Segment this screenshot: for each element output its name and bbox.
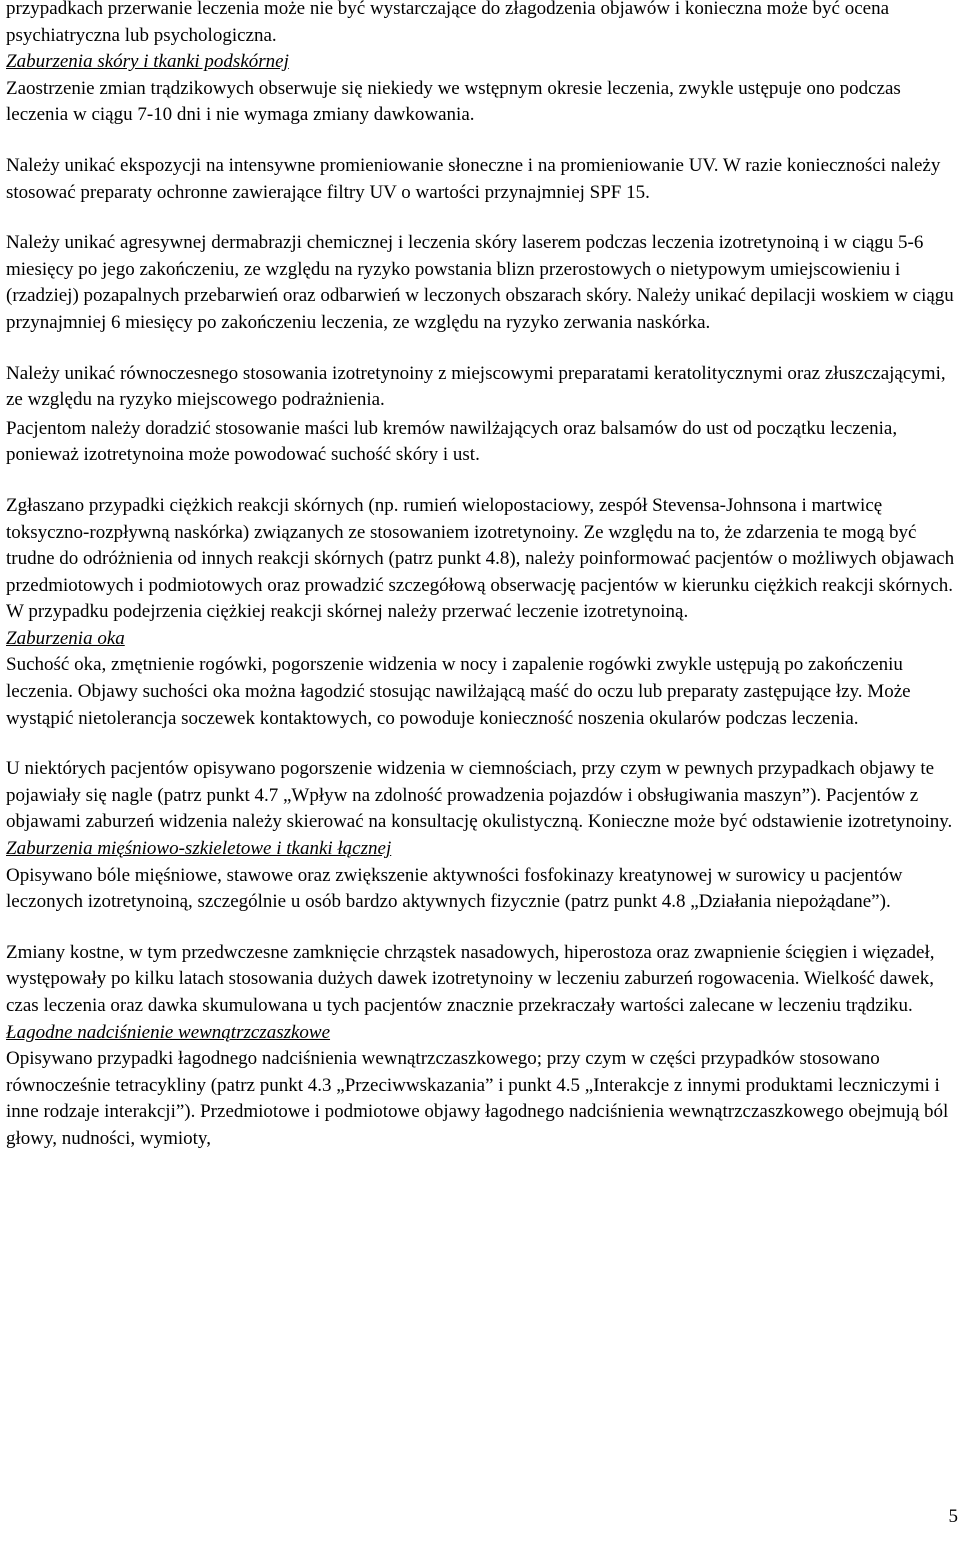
page-number: 5: [948, 1506, 958, 1527]
paragraph-keratolytics: Należy unikać równoczesnego stosowania izotretynoiny z miejscowymi preparatami keratolitycznymi oraz złuszczającymi, ze względu na ryzyko miejscowego podrażnienia.: [6, 362, 946, 411]
paragraph-acne-flare: Zaostrzenie zmian trądzikowych obserwuje się niekiedy we wstępnym okresie leczenia, zwykle ustępuje ono podczas leczenia w ciągu 7-10 dni i nie wymaga zmiany dawkowania.: [6, 77, 901, 126]
section-heading-eye: Zaburzenia oka: [6, 627, 125, 649]
document-page: [6, 0, 956, 1153]
paragraph-severe-skin-reactions: Zgłaszano przypadki ciężkich reakcji skórnych (np. rumień wielopostaciowy, zespół Stevensa-Johnsona i martwicę toksyczno-rozpływną naskórka) związanych ze stosowaniem izotretynoiny. Ze względu na to, że zdarzenia te mogą być trudne do odróżnienia od innych reakcji skórnych (patrz punkt 4.8), należy poinformować pacjentów o możliwych objawach przedmiotowych i podmiotowych oraz prowadzić szczegółową obserwację pacjentów w kierunku ciężkich reakcji skórnych. W przypadku podejrzenia ciężkiej reakcji skórnej należy przerwać leczenie izotretynoiną.: [6, 494, 955, 623]
paragraph-dry-eye: Suchość oka, zmętnienie rogówki, pogorszenie widzenia w nocy i zapalenie rogówki zwykle ustępują po zakończeniu leczenia. Objawy suchości oka można łagodzić stosując nawilżającą maść do oczu lub preparaty zastępujące łzy. Może wystąpić nietolerancja soczewek kontaktowych, co powoduje konieczność noszenia okularów podczas leczenia.: [6, 654, 911, 729]
section-heading-musculoskeletal: Zaburzenia mięśniowo-szkieletowe i tkanki łącznej: [6, 838, 392, 860]
section-heading-skin: Zaburzenia skóry i tkanki podskórnej: [6, 51, 289, 73]
paragraph-moisturizers: Pacjentom należy doradzić stosowanie maści lub kremów nawilżających oraz balsamów do ust od początku leczenia, ponieważ izotretynoina może powodować suchość skóry i ust.: [6, 417, 898, 466]
paragraph-dermabrasion: Należy unikać agresywnej dermabrazji chemicznej i leczenia skóry laserem podczas leczenia izotretynoiną i w ciągu 5-6 miesięcy po jego zakończeniu, ze względu na ryzyko powstania blizn przerostowych o nietypowym umiejscowieniu i (rzadziej) pozapalnych przebarwień oraz odbarwień w leczonych obszarach skóry. Należy unikać depilacji woskiem w ciągu przynajmniej 6 miesięcy po zakończeniu leczenia, ze względu na ryzyko zerwania naskórka.: [6, 232, 954, 333]
paragraph-psychiatric-evaluation: przypadkach przerwanie leczenia może nie być wystarczające do złagodzenia objawów i konieczna może być ocena psychiatryczna lub psychologiczna.: [6, 0, 890, 46]
paragraph-uv-exposure: Należy unikać ekspozycji na intensywne promieniowanie słoneczne i na promieniowanie UV. W razie konieczności należy stosować preparaty ochronne zawierające filtry UV o wartości przynajmniej SPF 15.: [6, 154, 941, 203]
paragraph-intracranial-hypertension: Opisywano przypadki łagodnego nadciśnienia wewnątrzczaszkowego; przy czym w części przypadków stosowano równocześnie tetracykliny (patrz punkt 4.3 „Przeciwwskazania” i punkt 4.5 „Interakcje z innymi produktami leczniczymi i inne rodzaje interakcji”). Przedmiotowe i podmiotowe objawy łagodnego nadciśnienia wewnątrzczaszkowego obejmują ból głowy, nudności, wymioty,: [6, 1048, 949, 1149]
paragraph-muscle-pain: Opisywano bóle mięśniowe, stawowe oraz zwiększenie aktywności fosfokinazy kreatynowej w surowicy u pacjentów leczonych izotretynoiną, szczególnie u osób bardzo aktywnych fizycznie (patrz punkt 4.8 „Działania niepożądane”).: [6, 864, 903, 913]
paragraph-night-vision: U niektórych pacjentów opisywano pogorszenie widzenia w ciemnościach, przy czym w pewnych przypadkach objawy te pojawiały się nagle (patrz punkt 4.7 „Wpływ na zdolność prowadzenia pojazdów i obsługiwania maszyn”). Pacjentów z objawami zaburzeń widzenia należy skierować na konsultację okulistyczną. Konieczne może być odstawienie izotretynoiny.: [6, 758, 953, 833]
section-heading-intracranial-hypertension: Łagodne nadciśnienie wewnątrzczaszkowe: [6, 1021, 331, 1043]
paragraph-bone-changes: Zmiany kostne, w tym przedwczesne zamknięcie chrząstek nasadowych, hiperostoza oraz zwapnienie ścięgien i więzadeł, występowały po kilku latach stosowania dużych dawek izotretynoiny w leczeniu zaburzeń rogowacenia. Wielkość dawek, czas leczenia oraz dawka skumulowana u tych pacjentów znacznie przekraczały wartości zalecane w leczeniu trądziku.: [6, 941, 935, 1016]
